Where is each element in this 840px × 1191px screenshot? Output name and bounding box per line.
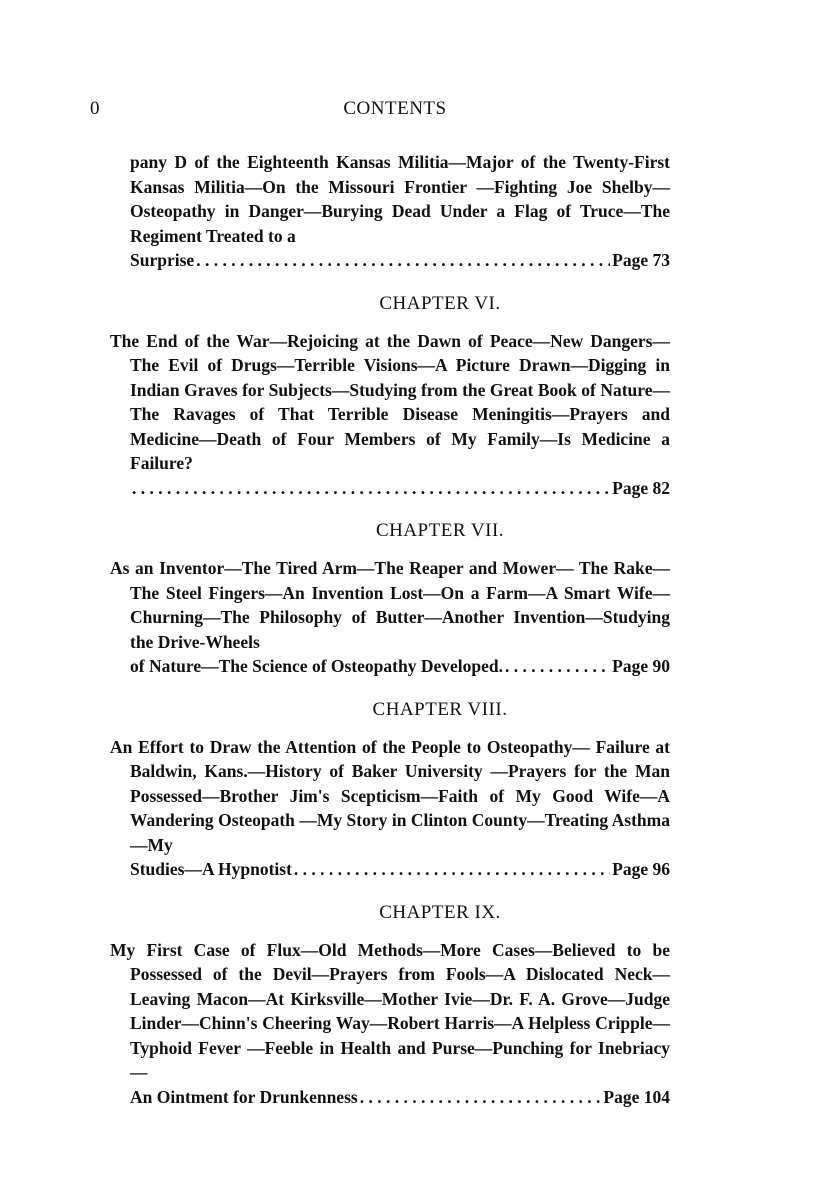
entry-text: pany D of the Eighteenth Kansas Militia—Major of the Twenty-First Kansas Militia—On the Missouri Frontier —Fighting Joe Shelby—Osteopathy in Danger—Burying Dead Under a Flag of Truce—The Regiment Treated to a [130, 152, 670, 246]
entry-text: An Effort to Draw the Attention of the People to Osteopathy— Failure at Baldwin, Kans.—History of Baker University —Prayers for the Man Possessed—Brother Jim's Scepticism—Faith of My Good Wife—A Wandering Osteopath —My Story in Clinton County—Treating Asthma—My [110, 736, 670, 855]
contents-list [0, 150, 840, 1109]
entry-text: As an Inventor—The Tired Arm—The Reaper and Mower— The Rake—The Steel Fingers—An Invention Lost—On a Farm—A Smart Wife—Churning—The Philosophy of Butter—Another Invention—Studying the Drive-Wheels [110, 558, 670, 652]
entry-final-text: of Nature—The Science of Osteopathy Developed. [130, 656, 503, 676]
dot-leader [505, 654, 610, 679]
entry-page-ref: Page 82 [612, 477, 670, 498]
entry-text: The End of the War—Rejoicing at the Dawn of Peace—New Dangers—The Evil of Drugs—Terrible Visions—A Picture Drawn—Digging in Indian Graves for Subjects—Studying from the Great Book of Nature—The Ravages of That Terrible Disease Meningitis—Prayers and Medicine—Death of Four Members of My Family—Is Medicine a Failure? [110, 330, 670, 473]
chapter-heading: CHAPTER VI. [379, 292, 501, 314]
dot-leader [294, 857, 610, 882]
dot-leader [196, 248, 610, 273]
entry-page-ref: Page 73 [612, 250, 670, 270]
entry-page-ref: Page 104 [603, 1086, 670, 1107]
entry-page-ref: Page 96 [612, 859, 670, 879]
chapter-heading: CHAPTER VII. [375, 520, 505, 541]
entry-final-text: An Ointment for Drunkenness [130, 1086, 358, 1107]
chapter-heading: CHAPTER VIII. [372, 698, 508, 720]
page-number: 0 [90, 98, 100, 119]
dot-leader [132, 476, 610, 501]
entry-final-line [130, 248, 670, 273]
chapter-heading: CHAPTER IX. [379, 901, 501, 923]
contents-entry [110, 938, 670, 1110]
contents-entry [110, 329, 670, 501]
running-head [90, 98, 700, 124]
entry-final-text: Surprise [130, 250, 195, 270]
entry-final-line [130, 1085, 670, 1110]
dot-leader [360, 1085, 602, 1110]
entry-final-line [130, 857, 670, 882]
entry-final-text: Studies—A Hypnotist [130, 859, 292, 879]
entry-final-line [130, 654, 670, 679]
contents-entry [110, 735, 670, 882]
contents-entry [110, 556, 670, 679]
entry-text: My First Case of Flux—Old Methods—More Cases—Believed to be Possessed of the Devil—Prayers from Fools—A Dislocated Neck—Leaving Macon—At Kirksville—Mother Ivie—Dr. F. A. Grove—Judge Linder—Chinn's Cheering Way—Robert Harris—A Helpless Cripple—Typhoid Fever —Feeble in Health and Purse—Punching for Inebriacy— [110, 939, 670, 1082]
page-title: CONTENTS [343, 98, 447, 119]
contents-entry [130, 150, 670, 273]
entry-page-ref: Page 90 [612, 656, 670, 676]
entry-final-line [130, 476, 670, 501]
